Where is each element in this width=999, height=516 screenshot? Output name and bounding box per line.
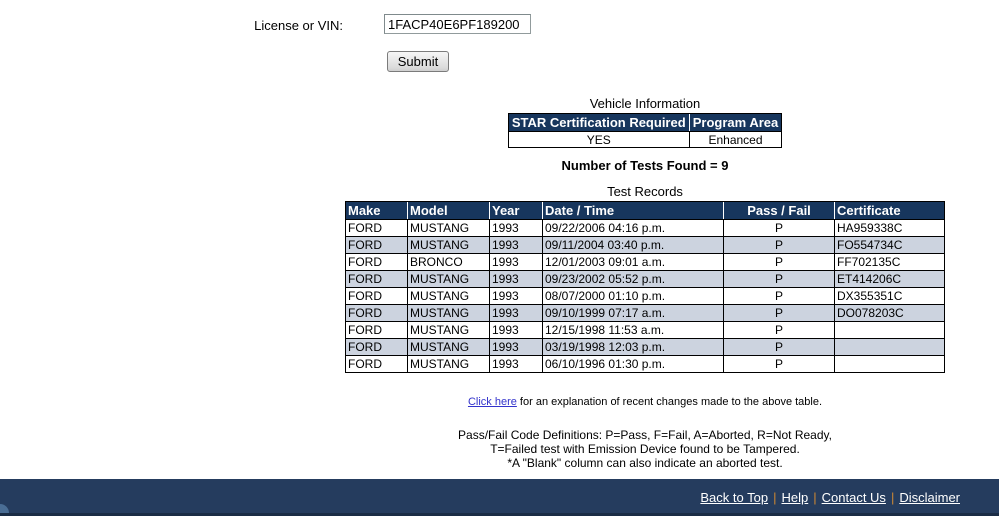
test-records-body — [346, 219, 944, 372]
table-cell: 1993 — [489, 338, 542, 355]
model-column-header: Model — [407, 202, 489, 219]
table-cell: MUSTANG — [407, 355, 489, 372]
table-changes-note — [345, 396, 945, 409]
footer-links — [700, 489, 960, 507]
vehicle-information-table — [508, 113, 783, 148]
table-cell: 1993 — [489, 355, 542, 372]
table-cell: FORD — [346, 287, 407, 304]
table-cell: FORD — [346, 219, 407, 236]
program-area-header: Program Area — [689, 114, 782, 131]
table-cell: P — [723, 236, 834, 253]
make-column-header: Make — [346, 202, 407, 219]
table-cell: 09/10/1999 07:17 a.m. — [542, 304, 723, 321]
table-cell: FORD — [346, 304, 407, 321]
pass-fail-definitions — [345, 428, 945, 470]
table-cell: FORD — [346, 253, 407, 270]
submit-button[interactable]: Submit — [387, 51, 449, 72]
footer-link-separator: | — [890, 489, 895, 505]
table-row — [346, 236, 944, 253]
table-cell: 12/15/1998 11:53 a.m. — [542, 321, 723, 338]
table-cell: 1993 — [489, 304, 542, 321]
table-cell: P — [723, 219, 834, 236]
footer-link-separator: | — [813, 489, 817, 505]
table-cell: MUSTANG — [407, 270, 489, 287]
test-records-title: Test Records — [607, 184, 683, 199]
table-cell: 03/19/1998 12:03 p.m. — [542, 338, 723, 355]
table-cell: FORD — [346, 338, 407, 355]
table-cell: P — [723, 355, 834, 372]
program-area-value: Enhanced — [689, 131, 782, 147]
table-cell: P — [723, 304, 834, 321]
table-cell: P — [723, 321, 834, 338]
table-row — [346, 253, 944, 270]
star-certification-header: STAR Certification Required — [509, 114, 689, 131]
footer-link-contact-us[interactable]: Contact Us — [821, 489, 886, 505]
test-records-header-row — [346, 202, 944, 219]
table-cell: DX355351C — [834, 287, 944, 304]
definitions-line-3: *A "Blank" column can also indicate an aborted test. — [507, 456, 783, 470]
vehicle-info-value-row — [509, 131, 782, 147]
number-of-tests-found: Number of Tests Found = 9 — [561, 158, 729, 173]
table-cell: 1993 — [489, 219, 542, 236]
definitions-line-1: Pass/Fail Code Definitions: P=Pass, F=Fail, A=Aborted, R=Not Ready, — [458, 428, 832, 442]
table-row — [346, 287, 944, 304]
year-column-header: Year — [489, 202, 542, 219]
table-cell: BRONCO — [407, 253, 489, 270]
table-cell: MUSTANG — [407, 304, 489, 321]
footer-link-disclaimer[interactable]: Disclaimer — [899, 489, 960, 505]
footer-link-help[interactable]: Help — [781, 489, 809, 505]
table-cell — [834, 338, 944, 355]
table-cell: 1993 — [489, 287, 542, 304]
click-here-link[interactable]: Click here — [467, 396, 517, 408]
table-row — [346, 304, 944, 321]
table-cell: P — [723, 338, 834, 355]
table-cell: FF702135C — [834, 253, 944, 270]
results-column — [345, 96, 945, 470]
table-cell: FO554734C — [834, 236, 944, 253]
table-cell: MUSTANG — [407, 236, 489, 253]
pass-fail-column-header: Pass / Fail — [723, 202, 834, 219]
test-records-table — [345, 201, 945, 373]
table-cell: 1993 — [489, 321, 542, 338]
vehicle-information-title: Vehicle Information — [589, 96, 701, 111]
table-cell: FORD — [346, 236, 407, 253]
table-cell: MUSTANG — [407, 287, 489, 304]
table-cell: MUSTANG — [407, 321, 489, 338]
table-cell: 1993 — [489, 270, 542, 287]
table-cell — [834, 321, 944, 338]
table-cell: FORD — [346, 321, 407, 338]
table-cell: ET414206C — [834, 270, 944, 287]
table-row — [346, 270, 944, 287]
footer-bar — [0, 479, 999, 516]
definitions-line-2: T=Failed test with Emission Device found to be Tampered. — [490, 442, 800, 456]
license-or-vin-input[interactable] — [384, 14, 531, 34]
table-cell: FORD — [346, 355, 407, 372]
table-cell: P — [723, 270, 834, 287]
table-cell: 06/10/1996 01:30 p.m. — [542, 355, 723, 372]
star-certification-value: YES — [509, 131, 689, 147]
table-cell: P — [723, 287, 834, 304]
table-cell: MUSTANG — [407, 219, 489, 236]
footer-link-back-to-top[interactable]: Back to Top — [700, 489, 769, 505]
table-cell: DO078203C — [834, 304, 944, 321]
license-or-vin-label: License or VIN: — [254, 18, 343, 33]
table-cell — [834, 355, 944, 372]
table-cell: 1993 — [489, 253, 542, 270]
footer-link-separator: | — [773, 489, 777, 505]
date-time-column-header: Date / Time — [542, 202, 723, 219]
table-changes-note-text: for an explanation of recent changes made to the above table. — [516, 396, 823, 408]
table-row — [346, 321, 944, 338]
table-cell: 1993 — [489, 236, 542, 253]
table-cell: 09/11/2004 03:40 p.m. — [542, 236, 723, 253]
table-cell: 09/22/2006 04:16 p.m. — [542, 219, 723, 236]
table-cell: FORD — [346, 270, 407, 287]
table-cell: 08/07/2000 01:10 p.m. — [542, 287, 723, 304]
table-cell: P — [723, 253, 834, 270]
table-row — [346, 355, 944, 372]
table-cell: HA959338C — [834, 219, 944, 236]
table-row — [346, 219, 944, 236]
table-cell: 12/01/2003 09:01 a.m. — [542, 253, 723, 270]
table-cell: 09/23/2002 05:52 p.m. — [542, 270, 723, 287]
vehicle-info-header-row — [509, 114, 782, 131]
table-row — [346, 338, 944, 355]
certificate-column-header: Certificate — [834, 202, 944, 219]
table-cell: MUSTANG — [407, 338, 489, 355]
